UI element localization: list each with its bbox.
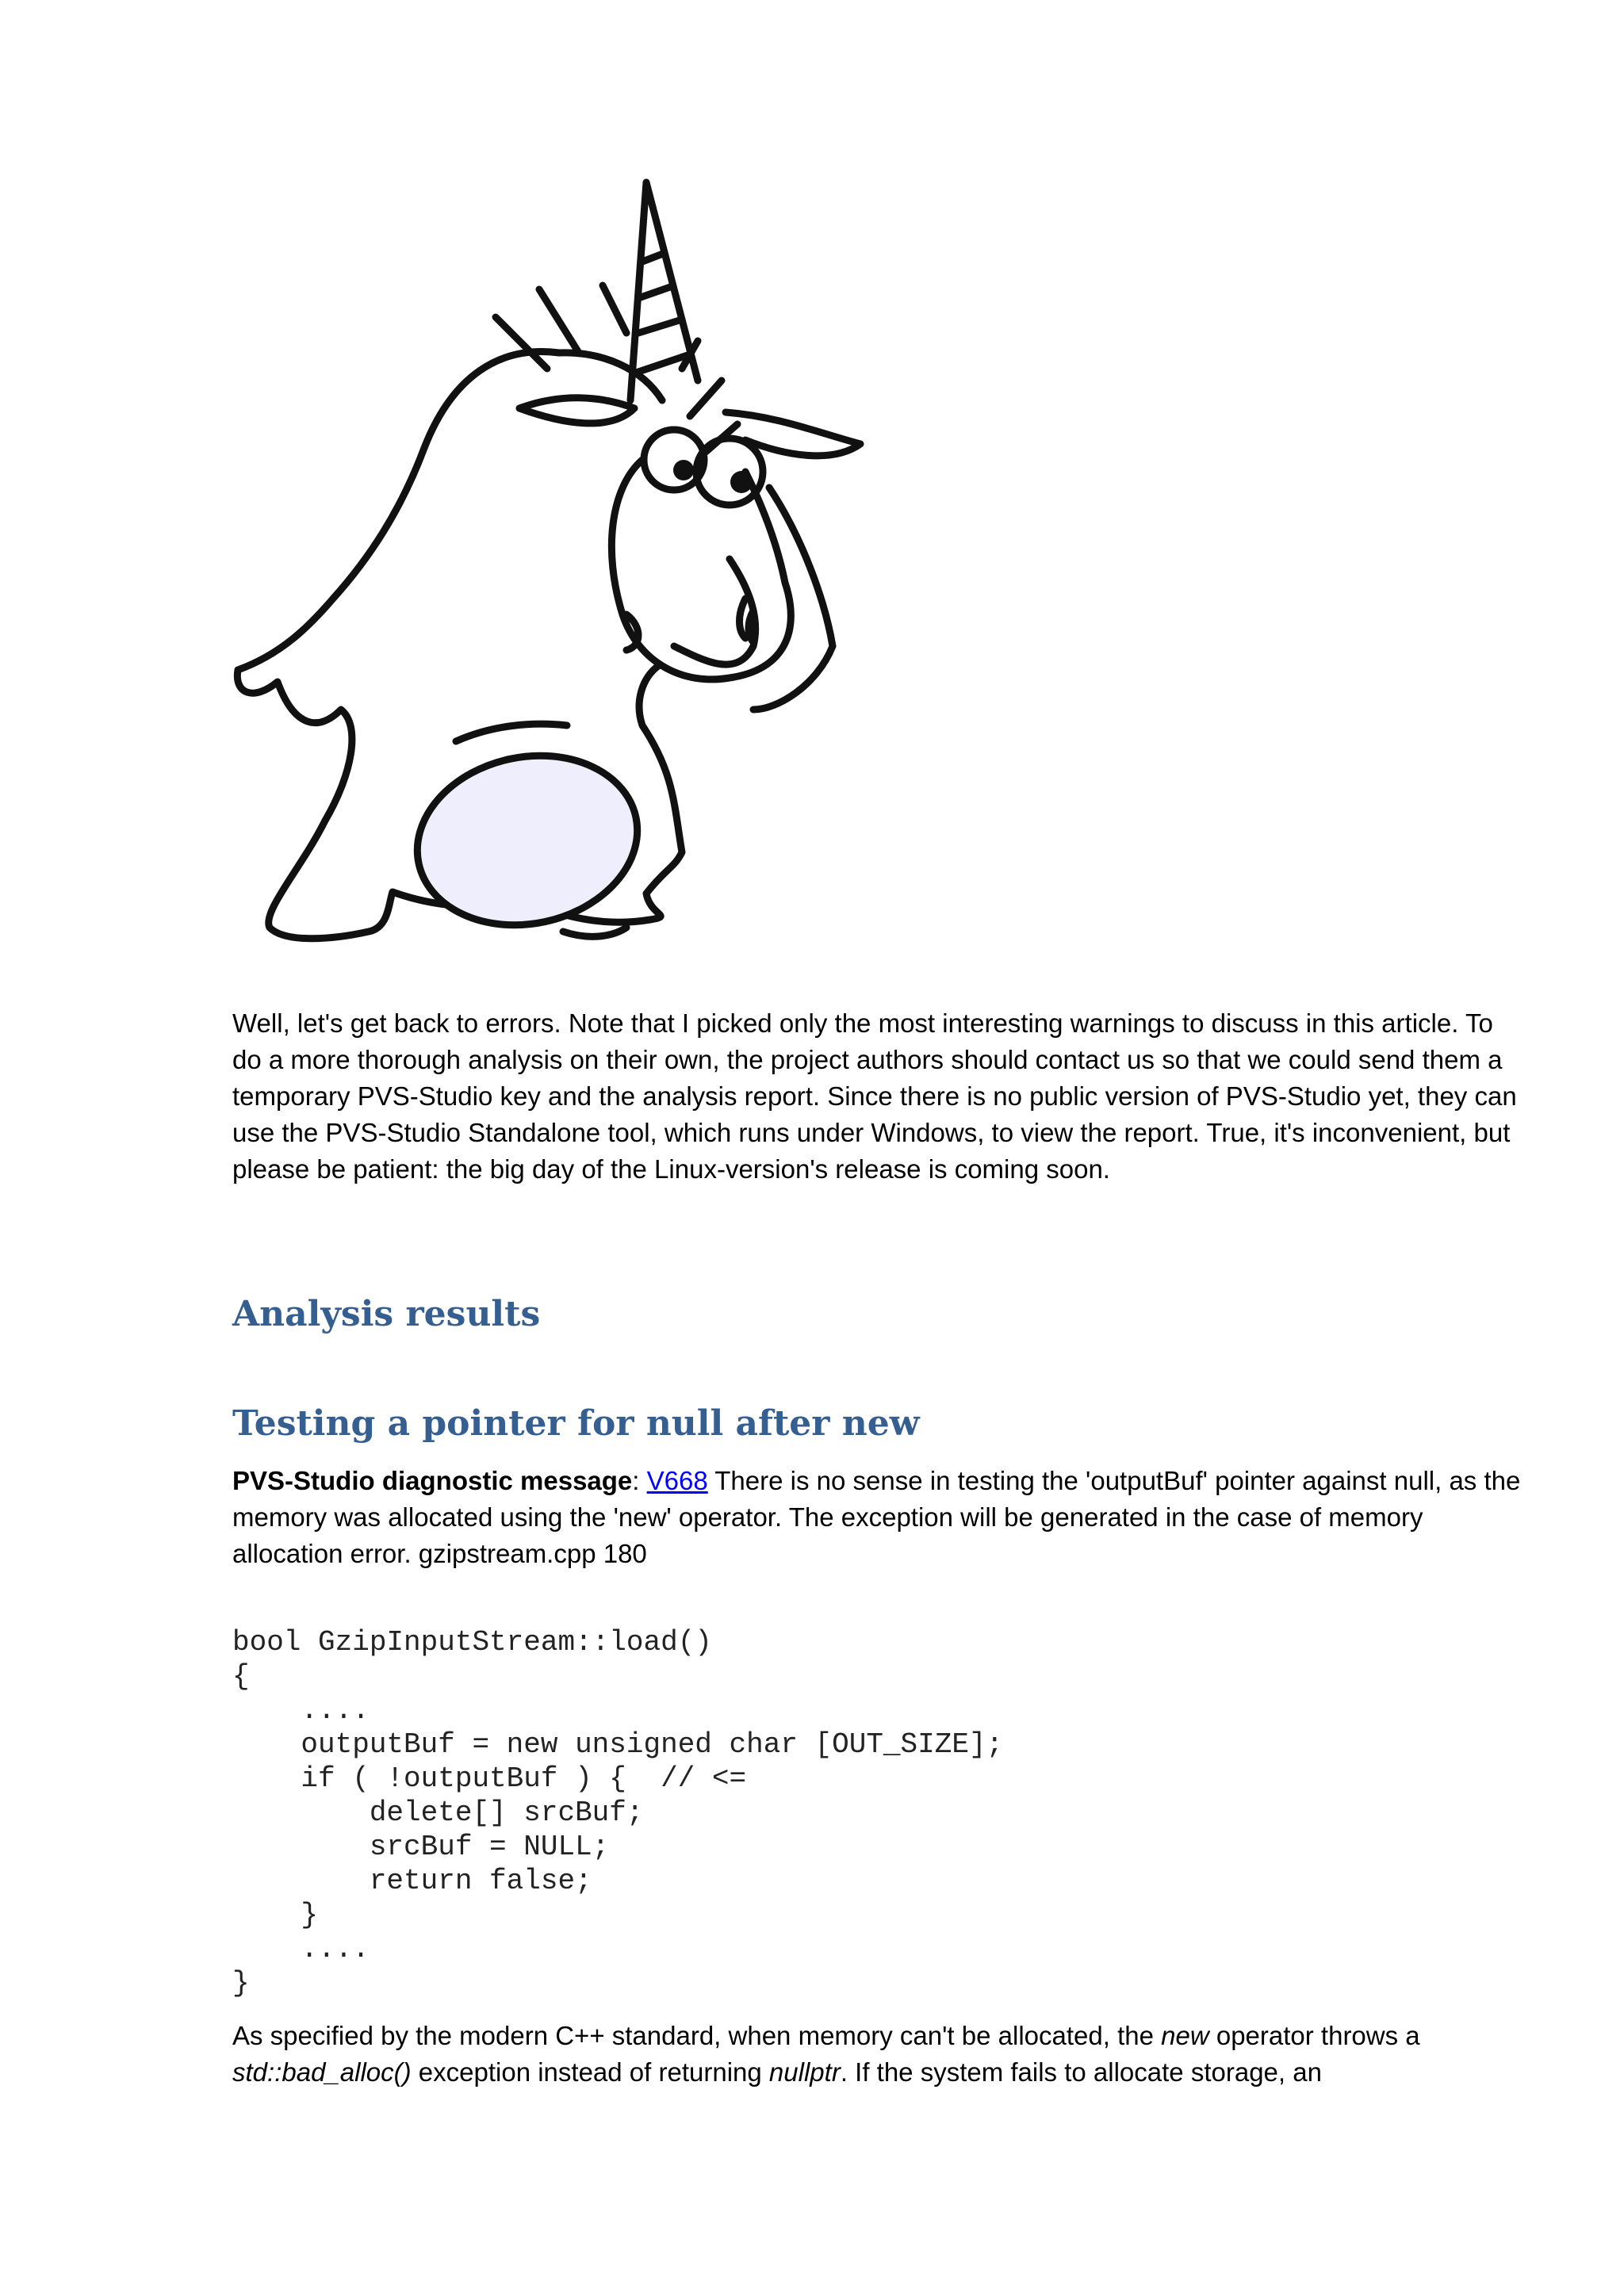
code-line: return false;	[232, 1865, 592, 1897]
code-line: ....	[232, 1933, 370, 1965]
outro-text-3: exception instead of returning	[411, 2057, 769, 2087]
unicorn-mascot-illustration	[230, 170, 880, 987]
code-block	[232, 1625, 1003, 2000]
v668-link[interactable]: V668	[646, 1466, 708, 1495]
code-line: srcBuf = NULL;	[232, 1831, 610, 1863]
code-line: {	[232, 1660, 250, 1693]
code-line: }	[232, 1899, 319, 1931]
diagnostic-label: PVS-Studio diagnostic message	[232, 1466, 633, 1495]
outro-text-2: operator throws a	[1208, 2021, 1420, 2050]
code-line: ....	[232, 1694, 370, 1727]
code-line: }	[232, 1967, 250, 1999]
outro-em-bad-alloc: std::bad_alloc()	[232, 2057, 412, 2087]
outro-paragraph	[232, 2018, 1525, 2091]
code-line: bool GzipInputStream::load()	[232, 1626, 712, 1659]
heading-analysis-results: Analysis results	[232, 1294, 541, 1334]
code-line: if ( !outputBuf ) { // <=	[232, 1762, 747, 1795]
code-line: outputBuf = new unsigned char [OUT_SIZE];	[232, 1728, 1004, 1761]
outro-text-4: . If the system fails to allocate storage, an	[840, 2057, 1322, 2087]
intro-paragraph: Well, let's get back to errors. Note that I picked only the most interesting warnings to discuss in this article. To do a more thorough analysis on their own, the project authors should contact us so that we could send them a temporary PVS-Studio key and the analysis report. Since there is no public version of PVS-Studio yet, they can use the PVS-Studio Standalone tool, which runs under Windows, to view the report. True, it's inconvenient, but please be patient: the big day of the Linux-version's release is coming soon.	[232, 1008, 1517, 1184]
outro-em-nullptr: nullptr	[768, 2057, 841, 2087]
outro-em-new: new	[1161, 2021, 1209, 2050]
heading-testing-pointer: Testing a pointer for null after new	[232, 1403, 920, 1444]
outro-text-1: As specified by the modern C++ standard, when memory can't be allocated, the	[232, 2021, 1162, 2050]
code-line: delete[] srcBuf;	[232, 1797, 644, 1829]
diagnostic-separator: :	[632, 1466, 647, 1495]
diagnostic-message: There is no sense in testing the 'outputBuf' pointer against null, as the memory was allocated using the 'new' operator. The exception will be generated in the case of memory allocation error. gzipstream.cpp 180	[232, 1466, 1521, 1568]
diagnostic-paragraph	[232, 1463, 1525, 1572]
